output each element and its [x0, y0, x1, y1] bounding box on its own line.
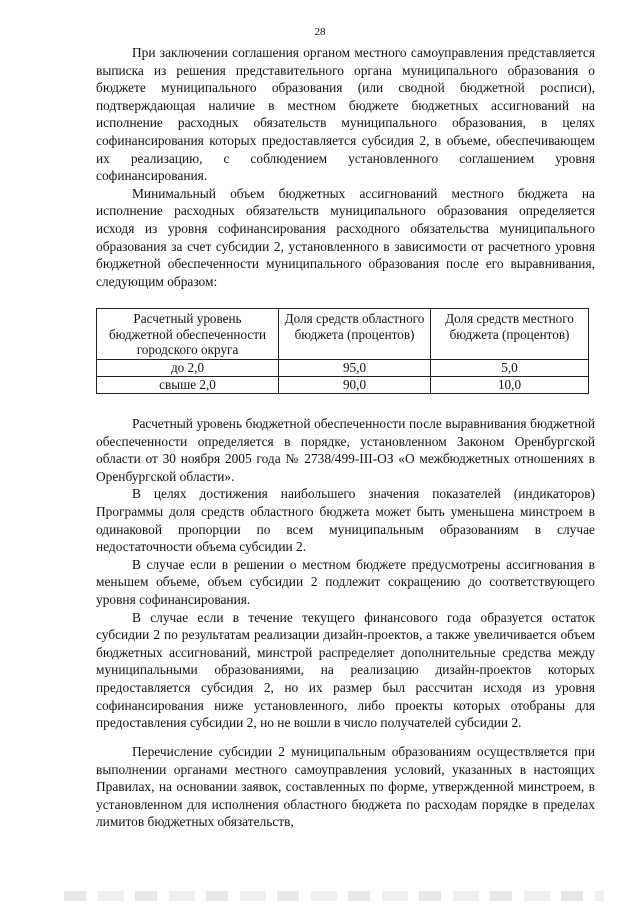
column-header-local-share: Доля средств местного бюджета (процентов): [431, 309, 589, 360]
table-cell: свыше 2,0: [97, 376, 279, 393]
paragraph: В целях достижения наибольшего значения показателей (индикаторов) Программы доля средств областного бюджета может быть уменьшена минстроем в одинаковой пропорции по всем муниципальным образованиям в случае недостаточности объема субсидии 2.: [96, 486, 595, 555]
table-cell: 10,0: [431, 376, 589, 393]
paragraph: Минимальный объем бюджетных ассигнований местного бюджета на исполнение расходных обязательств муниципального образования определяется исходя из уровня софинансирования расходного обязательства муниципального образования за счет субсидии 2, установленного в зависимости от расчетного уровня бюджетной обеспеченности муниципального образования после его выравнивания, следующим образом:: [96, 185, 595, 289]
text-block-middle: [96, 415, 595, 732]
page-number: 28: [314, 26, 326, 38]
table-cell: до 2,0: [97, 359, 279, 376]
table-row: [97, 359, 589, 376]
paragraph: В случае если в течение текущего финансового года образуется остаток субсидии 2 по результатам реализации дизайн-проектов, а также увеличивается объем бюджетных ассигнований, минстрой распределяет дополнительные средства между муниципальными образованиями, на реализацию дизайн-проектов которых предоставляется субсидия 2, но их размер был рассчитан исходя из уровня софинансирования ниже установленного, либо проекты которых отобраны для предоставления субсидии 2, но не вошли в число получателей субсидии 2.: [96, 609, 595, 731]
cofinancing-table: [96, 308, 589, 394]
paragraph: В случае если в решении о местном бюджете предусмотрены ассигнования в меньшем объеме, объем субсидии 2 подлежит сокращению до соответствующего уровня софинансирования.: [96, 556, 595, 607]
column-header-budget-level: Расчетный уровень бюджетной обеспеченности городского округа: [97, 309, 279, 360]
text-block-top: [96, 44, 595, 290]
paragraph: Расчетный уровень бюджетной обеспеченности после выравнивания бюджетной обеспеченности определяется в порядке, установленном Законом Оренбургской области от 30 ноября 2005 года № 2738/499-III-ОЗ «О межбюджетных отношениях в Оренбургской области».: [96, 416, 595, 484]
scan-bleedthrough-strip: [64, 891, 604, 901]
text-block-bottom: [96, 743, 595, 831]
table-header-row: [97, 309, 589, 360]
table-row: [97, 376, 589, 393]
paragraph: Перечисление субсидии 2 муниципальным образованиям осуществляется при выполнении органами местного самоуправления условий, указанных в настоящих Правилах, на основании заявок, составленных по форме, утвержденной минстроем, в установленном для исполнения областного бюджета по расходам порядке в пределах лимитов бюджетных обязательств,: [96, 744, 595, 830]
table-cell: 5,0: [431, 359, 589, 376]
table-cell: 95,0: [279, 359, 431, 376]
column-header-regional-share: Доля средств областного бюджета (процентов): [279, 309, 431, 360]
table-cell: 90,0: [279, 376, 431, 393]
paragraph: При заключении соглашения органом местного самоуправления представляется выписка из решения представительного органа муниципального образования о бюджете муниципального образования (или сводной бюджетной росписи), подтверждающая наличие в местном бюджете бюджетных ассигнований на исполнение расходных обязательств муниципального образования, в целях софинансирования которых предоставляется субсидия 2, в объеме, обеспечивающем их реализацию, с соблюдением установленного соглашением уровня софинансирования.: [96, 45, 595, 184]
